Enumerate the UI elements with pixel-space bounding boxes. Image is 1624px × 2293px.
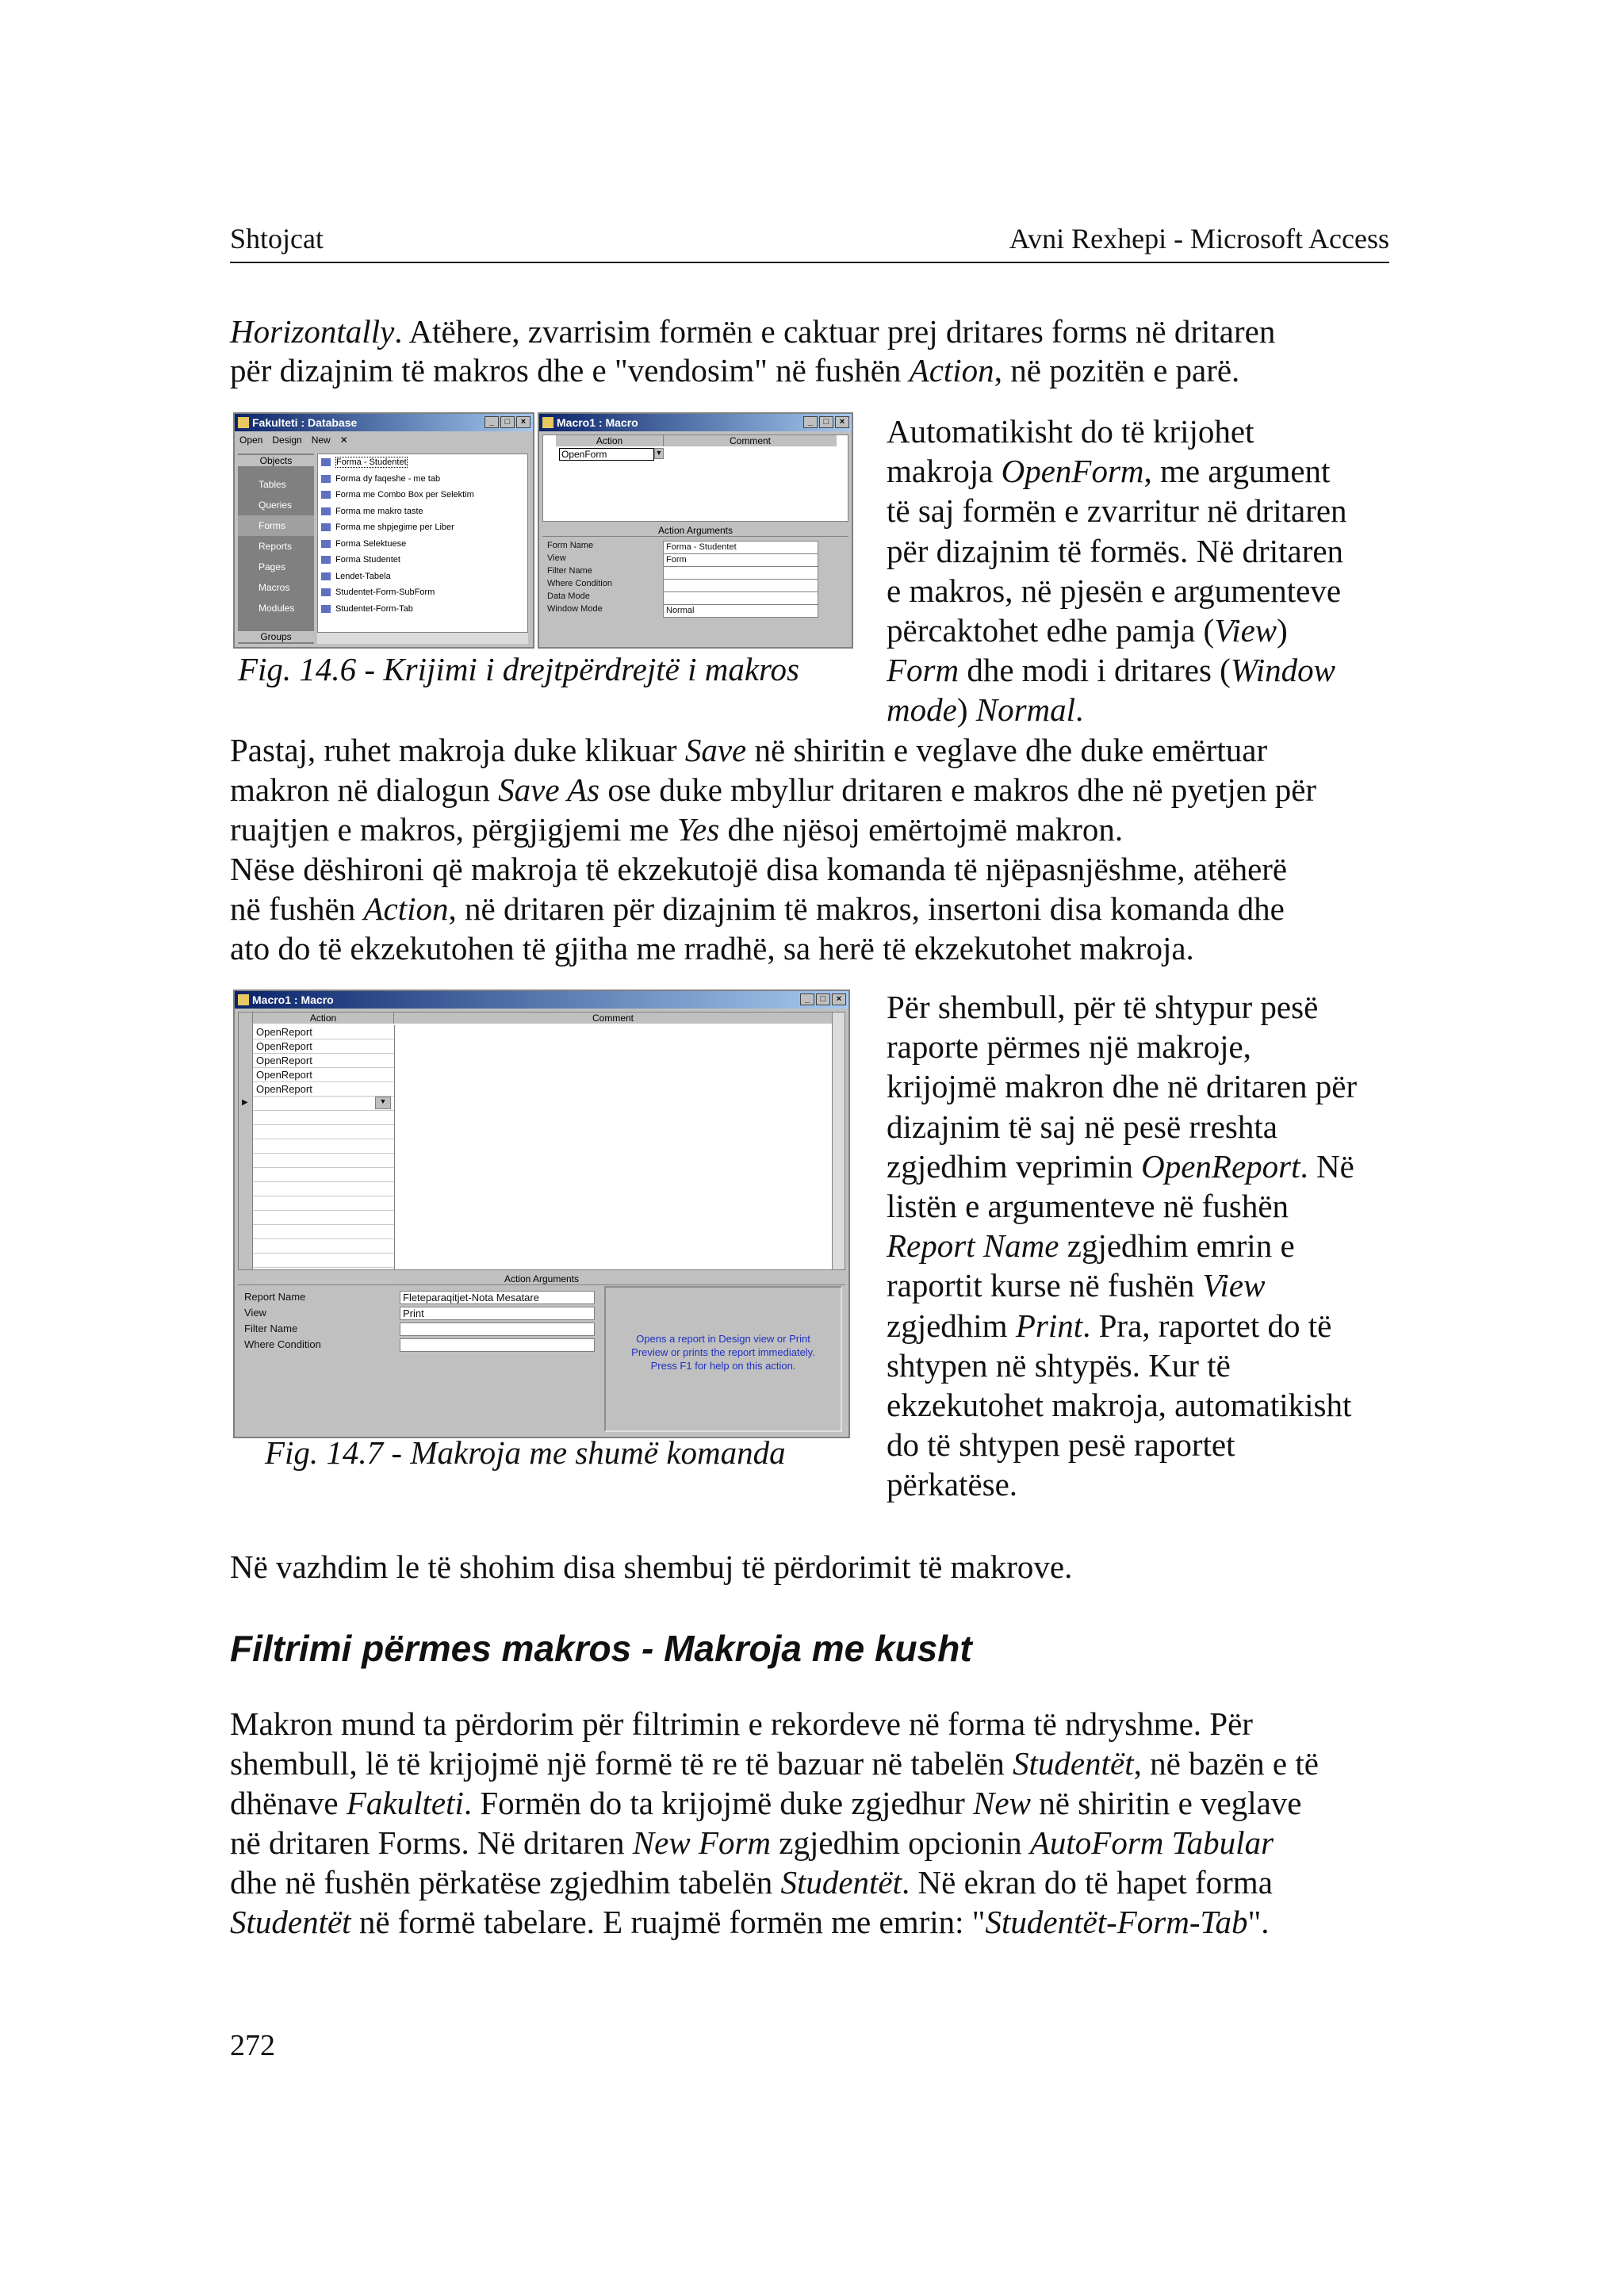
argument-value[interactable] [400,1323,595,1336]
action-row[interactable]: OpenReport [253,1025,394,1039]
form-list-item[interactable]: Studentet-Form-SubForm [318,584,527,601]
objects-item[interactable]: Queries [259,500,293,511]
action-row[interactable] [253,1211,394,1225]
close-icon[interactable]: × [516,416,530,428]
side-text-1-line: Automatikisht do të krijohet [887,413,1254,450]
action-row[interactable] [253,1168,394,1182]
form-icon [321,458,331,466]
section-heading: Filtrimi përmes makros - Makroja me kusht [230,1628,972,1669]
macro-window [538,412,853,649]
help-text-line: Preview or prints the report immediately. [631,1346,815,1358]
form-list-item[interactable]: Forma me Combo Box per Selektim [318,487,527,503]
maximize-icon[interactable]: □ [500,416,515,428]
paragraph-3: Në vazhdim le të shohim disa shembuj të përdorimit të makrove. [230,1548,1073,1585]
side-text-1-line: makroja OpenForm, me argument [887,453,1331,490]
form-icon [321,475,331,483]
argument-value[interactable]: Form [663,553,818,567]
action-arguments-header: Action Arguments [238,1273,845,1285]
side-text-2-line: zgjedhim Print. Pra, raportet do të [887,1307,1332,1344]
objects-item[interactable]: Pages [259,561,286,572]
side-text-2-line: do të shtypen pesë raportet [887,1426,1235,1464]
action-row[interactable] [253,1154,394,1168]
argument-label: Report Name [244,1291,306,1303]
form-list-item[interactable]: Forma Studentet [318,552,527,568]
action-row[interactable]: OpenReport [253,1082,394,1097]
paragraph-2-line: Pastaj, ruhet makroja duke klikuar Save në shiritin e veglave dhe duke emërtuar [230,732,1268,768]
side-text-1-line: për dizajnim të formës. Në dritaren [887,532,1344,569]
dropdown-arrow-icon[interactable]: ▼ [375,1097,391,1109]
help-text-line: Opens a report in Design view or Print [636,1333,810,1345]
macro-icon [542,417,553,428]
side-text-2-line: Report Name zgjedhim emrin e [887,1227,1295,1265]
argument-value[interactable]: Normal [663,604,818,618]
running-header-left: Shtojcat [230,223,324,255]
objects-bar [238,454,314,644]
side-text-1-line: të saj formën e zvarritur në dritaren [887,492,1347,530]
action-row[interactable]: OpenReport [253,1068,394,1082]
toolbar-design-button[interactable]: Design [272,434,302,446]
paragraph-2-line: ruajtjen e makros, përgjigjemi me Yes dhe njësoj emërtojmë makron. [230,811,1124,848]
side-text-2-line: raportit kurse në fushën View [887,1267,1266,1304]
intro-line-2: për dizajnim të makros dhe e "vendosim" në fushën Action, në pozitën e parë. [230,352,1240,389]
argument-value[interactable] [400,1338,595,1352]
macro-window-2 [233,990,850,1438]
minimize-icon[interactable]: _ [803,416,818,428]
maximize-icon[interactable]: □ [816,993,830,1005]
close-icon[interactable]: × [832,993,846,1005]
argument-value[interactable] [663,591,818,605]
paragraph-4-line: Makron mund ta përdorim për filtrimin e rekordeve në forma të ndryshme. Për [230,1705,1253,1742]
side-text-2-line: listën e argumenteve në fushën [887,1188,1289,1224]
form-list-item[interactable]: Forma me shpjegime per Liber [318,519,527,536]
objects-label[interactable]: Objects [238,455,314,466]
form-icon [321,540,331,548]
action-arguments [244,1291,577,1386]
action-cell[interactable]: OpenForm [559,448,654,461]
minimize-icon[interactable]: _ [485,416,499,428]
objects-item[interactable]: Reports [259,541,293,552]
action-row[interactable] [253,1239,394,1254]
form-list-item[interactable]: Forma me makro taste [318,503,527,520]
header-rule [230,262,1389,263]
running-header-right: Avni Rexhepi - Microsoft Access [1009,223,1389,255]
form-icon [321,588,331,596]
form-icon [321,491,331,499]
side-text-2-line: Për shembull, për të shtypur pesë [887,989,1319,1025]
paragraph-4-line: në dritaren Forms. Në dritaren New Form zgjedhim opcionin AutoForm Tabular [230,1824,1274,1861]
argument-value[interactable]: Print [400,1307,595,1320]
form-list-item[interactable]: Forma Selektuese [318,536,527,553]
form-icon [321,523,331,531]
side-text-2-line: zgjedhim veprimin OpenReport. Në [887,1147,1354,1185]
argument-label: Filter Name [547,566,592,576]
side-text-2-line: përkatëse. [887,1466,1018,1503]
argument-value[interactable]: Fleteparaqitjet-Nota Mesatare [400,1291,595,1304]
column-divider [394,1025,395,1269]
paragraph-4-line: dhe në fushën përkatëse zgjedhim tabelën Studentët. Në ekran do të hapet forma [230,1864,1273,1901]
side-text-1-line: mode) Normal. [887,691,1084,729]
minimize-icon[interactable]: _ [800,993,814,1005]
current-row-arrow-icon: ▶ [242,1098,248,1107]
argument-value[interactable] [663,579,818,592]
help-text-line: Press F1 for help on this action. [650,1360,796,1372]
database-window-title: Fakulteti : Database [252,416,358,429]
form-list-item[interactable]: Studentet-Form-Tab [318,601,527,618]
action-row[interactable] [253,1097,394,1111]
macro-window-titlebar [539,414,852,431]
action-row[interactable] [253,1111,394,1125]
action-row[interactable] [253,1254,394,1268]
close-icon[interactable]: × [835,416,849,428]
macro-window-2-title: Macro1 : Macro [252,993,334,1006]
paragraph-2-line: makron në dialogun Save As ose duke mbyllur dritaren e makros dhe në pyetjen për [230,771,1317,808]
argument-label: Where Condition [244,1338,321,1350]
side-text-2-line: ekzekutohet makroja, automatikisht [887,1387,1352,1423]
side-text-1-line: Form dhe modi i dritares (Window [887,652,1335,689]
col-comment-header: Comment [394,1013,832,1024]
side-text-1-line: e makros, në pjesën e argumenteve [887,572,1342,609]
figure-caption-14-6: Fig. 14.6 - Krijimi i drejtpërdrejtë i makros [238,651,799,687]
action-arguments [547,541,817,620]
argument-label: Form Name [547,541,594,550]
objects-list [238,474,314,618]
action-row[interactable] [253,1139,394,1154]
action-row[interactable] [253,1125,394,1139]
side-text-2-line: shtypen në shtypës. Kur të [887,1346,1231,1384]
horizontal-scrollbar[interactable] [317,633,528,644]
form-list-item[interactable]: Forma dy faqeshe - me tab [318,471,527,488]
action-arguments-header: Action Arguments [542,525,848,537]
col-action-header: Action [556,435,664,446]
side-text-2-line: krijojmë makron dhe në dritaren për [887,1068,1358,1105]
action-row[interactable] [253,1196,394,1211]
vertical-scrollbar[interactable] [832,1013,845,1269]
page-number: 272 [230,2029,275,2062]
groups-label[interactable]: Groups [238,631,314,642]
toolbar-new-button[interactable]: New [311,434,331,446]
database-window [233,412,534,649]
form-icon [321,605,331,613]
argument-value[interactable]: Forma - Studentet [663,541,818,554]
database-window-titlebar [235,414,533,431]
intro-line-1: Horizontally. Atëhere, zvarrisim formën e caktuar prej dritares forms në dritaren [230,313,1276,350]
form-icon [321,556,331,564]
action-row[interactable]: OpenReport [253,1039,394,1054]
paragraph-2-line: Nëse dëshironi që makroja të ekzekutojë disa komanda të njëpasnjëshme, atëherë [230,851,1288,887]
col-comment-header: Comment [664,435,837,446]
form-list-item[interactable]: Lendet-Tabela [318,568,527,585]
objects-item[interactable]: Modules [259,603,295,614]
paragraph-4-line: dhënave Fakulteti. Formën do ta krijojmë duke zgjedhur New në shiritin e veglave [230,1785,1302,1821]
database-toolbar [239,434,348,446]
figure-caption-14-7: Fig. 14.7 - Makroja me shumë komanda [265,1434,786,1471]
form-icon [321,507,331,515]
objects-item[interactable]: Tables [259,479,286,490]
objects-item[interactable]: Forms [238,515,314,536]
argument-label: Filter Name [244,1323,298,1334]
argument-label: Window Mode [547,604,603,614]
help-panel [604,1286,842,1432]
delete-icon[interactable]: ✕ [339,434,348,446]
argument-label: Data Mode [547,591,590,601]
col-action-header: Action [253,1013,394,1024]
argument-value[interactable] [663,566,818,580]
side-text-2-line: dizajnim të saj në pesë rreshta [887,1108,1277,1145]
macro-action-grid-2 [238,1012,845,1270]
maximize-icon[interactable]: □ [819,416,833,428]
macro-action-grid [542,434,848,522]
macro-window-2-titlebar [235,991,848,1009]
form-list-item[interactable]: Forma - Studentet [318,454,527,471]
macro-icon [238,994,249,1005]
argument-label: Where Condition [547,579,612,588]
macro-window-title: Macro1 : Macro [557,416,638,429]
row-selector-column [239,1013,253,1269]
form-icon [321,572,331,580]
dropdown-arrow-icon[interactable]: ▼ [654,448,664,459]
paragraph-4-line: shembull, lë të krijojmë një formë të re të bazuar në tabelën Studentët, në bazën e të [230,1745,1319,1782]
side-text-2-line: raporte përmes një makroje, [887,1028,1251,1066]
paragraph-4-line: Studentët në formë tabelare. E ruajmë formën me emrin: "Studentët-Form-Tab". [230,1904,1270,1940]
action-row[interactable]: OpenReport [253,1054,394,1068]
action-row[interactable] [253,1225,394,1239]
side-text-1-line: përcaktohet edhe pamja (View) [887,612,1288,649]
database-icon [238,417,249,428]
action-rows [253,1025,394,1282]
forms-list [317,454,528,633]
action-row[interactable] [253,1182,394,1196]
objects-item[interactable]: Macros [259,582,290,593]
argument-label: View [244,1307,266,1319]
toolbar-open-button[interactable]: Open [239,434,263,446]
paragraph-2-line: në fushën Action, në dritaren për dizajnim të makros, insertoni disa komanda dhe [230,890,1285,927]
paragraph-2-line: ato do të ekzekutohen të gjitha me rradhë, sa herë të ekzekutohet makroja. [230,930,1194,967]
argument-label: View [547,553,566,563]
